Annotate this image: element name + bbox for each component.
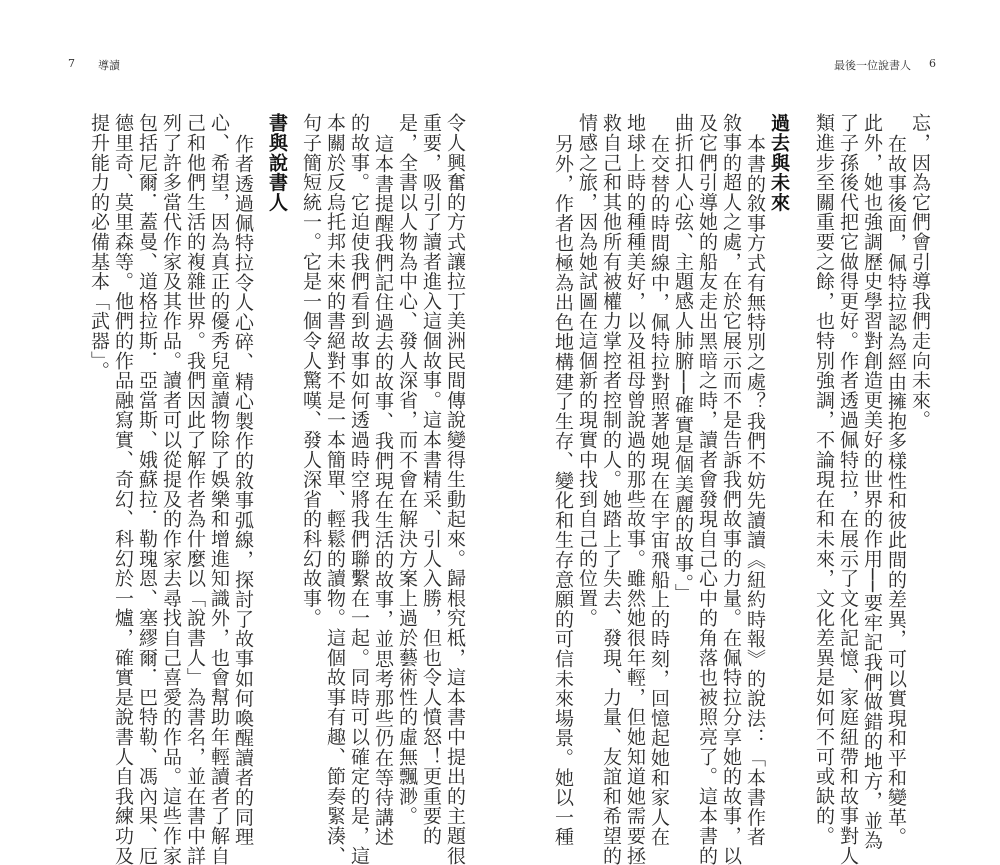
text-column: 敘事的超人之處，在於它展示而不是告訴我們故事的力量。在佩特拉分享她的故事，以 <box>720 113 742 865</box>
page-number-right: 6 <box>929 57 936 70</box>
text-column: 曲折扣人心弦、主題感人肺腑──確實是個美麗的故事。」 <box>672 113 694 604</box>
text-column: 令人興奮的方式讓拉丁美洲民間傳說變得生動起來。歸根究柢，這本書中提出的主題很 <box>444 113 466 865</box>
text-column: 了子孫後代把它做得更好。作者透過佩特拉，在展示了文化記憶、家庭紐帶和故事對人 <box>837 113 859 865</box>
text-column: 提升能力的必備基本「武器」。 <box>88 113 110 381</box>
text-column: 德里奇、莫里森等。他們的作品融寫實、奇幻、科幻於一爐，確實是說書人自我練功及 <box>112 113 134 865</box>
text-column: 情感之旅，因為她試圖在這個新的現實中找到自己的位置。 <box>576 113 598 628</box>
text-column: 列了許多當代作家及其作品。讀者可以從提及的作家去尋找自己喜愛的作品。這些作家 <box>160 113 182 865</box>
text-column: 忘，因為它們會引導我們走向未來。 <box>909 113 931 430</box>
text-column: 在交替的時間線中，佩特拉對照著她現在在宇宙飛船上的時刻，回憶起她和家人在 <box>648 134 670 847</box>
text-column: 救自己和其他所有被權力掌控者控制的人。她踏上了失去、發現、力量、友誼和希望的 <box>600 113 622 865</box>
section-heading: 書與說書人 <box>266 113 288 212</box>
text-column: 這本書提醒我們記住過去的故事、我們現在生活的故事，並思考那些仍在等待講述 <box>372 134 394 847</box>
text-column: 重要，吸引了讀者進入這個故事。這本書精采、引人入勝，但也令人憤怒！更重要的 <box>420 113 442 846</box>
text-column: 己和他們生活的複雜世界。我們因此了解作者為什麼以「說書人」為書名，並在書中詳 <box>184 113 206 865</box>
text-column: 地球上時的種種美好，以及祖母曾說過的那些故事。雖然她很年輕，但她知道她需要拯 <box>624 113 646 865</box>
text-column: 作者透過佩特拉令人心碎、精心製作的敘事弧線，探討了故事如何喚醒讀者的同理 <box>232 134 254 847</box>
text-column: 此外，她也強調歷史學習對創造更美好的世界的作用──要牢記我們做錯的地方，並為 <box>861 113 883 851</box>
text-column: 另外，作者也極為出色地構建了生存、變化和生存意願的可信未來場景。她以一種 <box>552 134 574 847</box>
text-column: 本關於反烏托邦未來的書絕對不是一本簡單、輕鬆的讀物。這個故事有趣、節奏緊湊、 <box>324 113 346 865</box>
text-column: 句子簡短統一。它是一個令人驚嘆、發人深省的科幻故事。 <box>300 113 322 628</box>
text-column: 心、希望，因為真正的優秀兒童讀物除了娛樂和增進知識外，也會幫助年輕讀者了解自 <box>208 113 230 865</box>
text-column: 本書的敘事方式有無特別之處？我們不妨先讀讀《紐約時報》的說法：「本書作者 <box>744 134 766 847</box>
running-title-right: 最後一位說書人 <box>834 59 911 72</box>
text-column: 包括尼爾．蓋曼、道格拉斯．亞當斯、娥蘇拉．勒瑰恩、塞繆爾．巴特勒、馮內果、厄 <box>136 113 158 865</box>
section-heading: 過去與未來 <box>768 113 790 212</box>
page-number-left: 7 <box>68 57 75 70</box>
text-column: 在故事後面，佩特拉認為經由擁抱多樣性和彼此間的差異，可以實現和平和變革。 <box>885 134 907 847</box>
text-column: 類進步至關重要之餘，也特別強調，不論現在和未來，文化差異是如何不可或缺的。 <box>813 113 835 846</box>
running-title-left: 導讀 <box>98 59 120 72</box>
text-column: 及它們引導她的船友走出黑暗之時，讀者會發現自己心中的角落也被照亮了。這本書的 <box>696 113 718 865</box>
text-column: 的故事。它迫使我們看到故事如何透過時空將我們聯繫在一起。同時可以確定的是，這 <box>348 113 370 865</box>
text-column: 是，全書以人物為中心、發人深省，而不會在解決方案上過於藝術性的虛無飄渺。 <box>396 113 418 826</box>
